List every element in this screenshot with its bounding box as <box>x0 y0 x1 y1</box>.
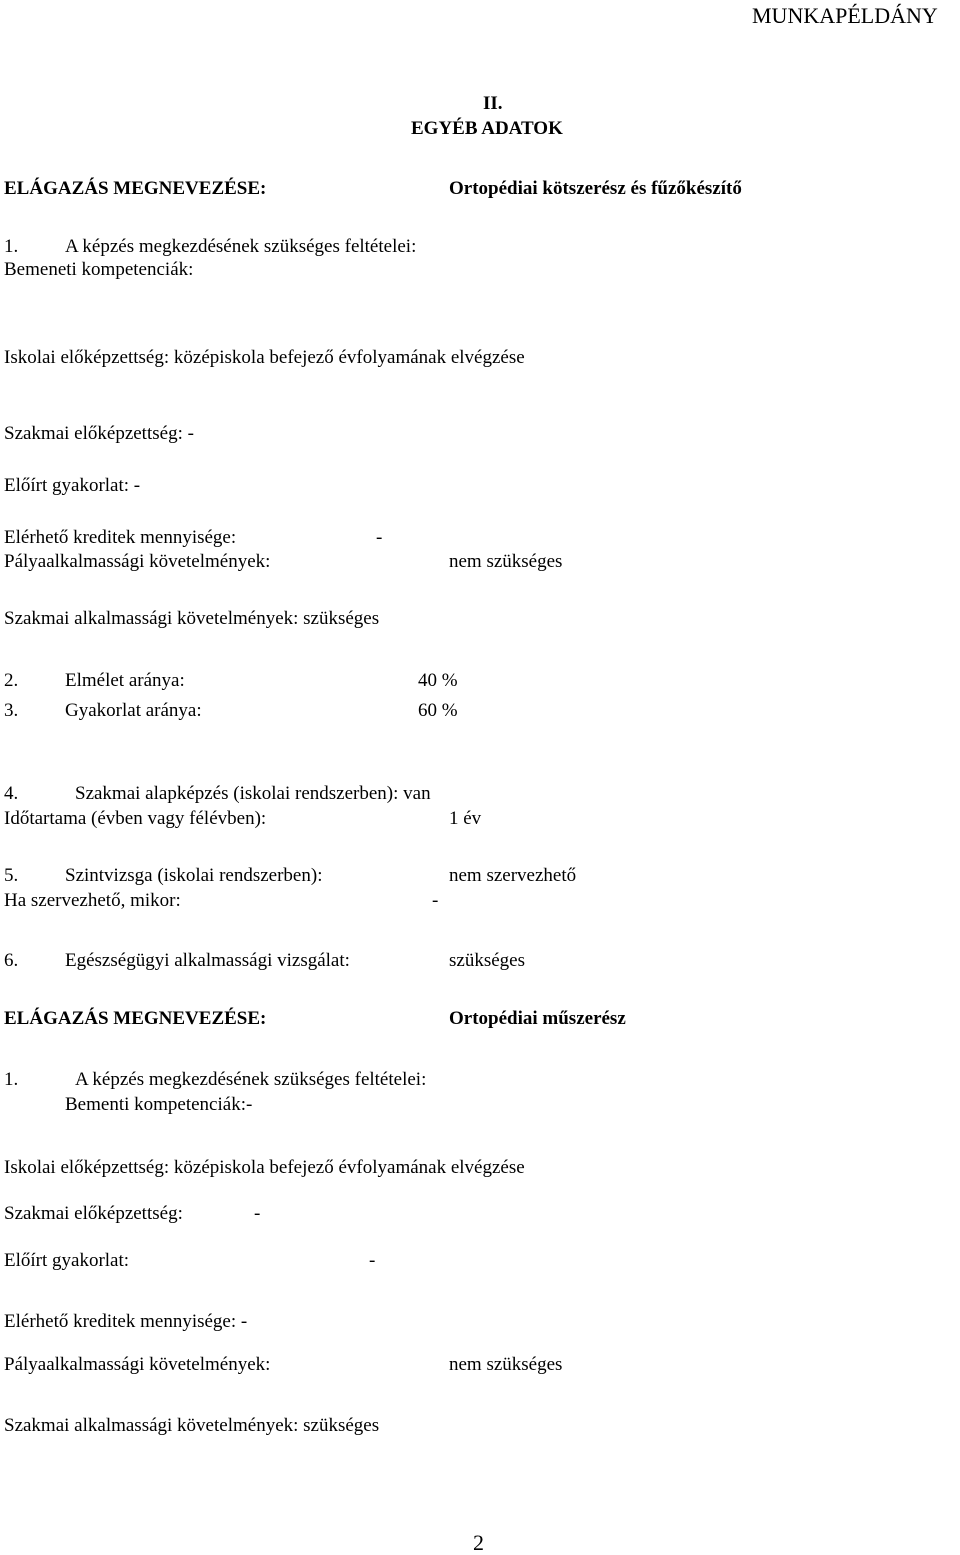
branch2-professional-fitness: Szakmai alkalmassági követelmények: szükséges <box>4 1415 380 1436</box>
branch1-s4-number: 4. <box>4 783 19 804</box>
branch2-s1-number: 1. <box>4 1069 19 1090</box>
branch2-required-practice-value: - <box>369 1250 376 1271</box>
branch1-duration-label: Időtartama (évben vagy félévben): <box>4 808 267 829</box>
branch2-s1-text: A képzés megkezdésének szükséges feltételei: <box>75 1069 427 1090</box>
branch1-s6-number: 6. <box>4 950 19 971</box>
section-roman-numeral: II. <box>483 93 503 114</box>
branch1-credits-label: Elérhető kreditek mennyisége: <box>4 527 237 548</box>
branch1-level-exam-label: Szintvizsga (iskolai rendszerben): <box>65 865 323 886</box>
work-copy-stamp: MUNKAPÉLDÁNY <box>752 3 938 28</box>
branch1-professional-education: Szakmai előképzettség: - <box>4 423 194 444</box>
branch1-level-exam-value: nem szervezhető <box>449 865 577 886</box>
branch1-theory-value: 40 % <box>418 670 458 691</box>
branch1-s3-number: 3. <box>4 700 19 721</box>
branch2-label: ELÁGAZÁS MEGNEVEZÉSE: <box>4 1008 267 1029</box>
branch1-career-label: Pályaalkalmassági követelmények: <box>4 551 271 572</box>
branch1-health-check-value: szükséges <box>449 950 525 971</box>
branch2-career-label: Pályaalkalmassági követelmények: <box>4 1354 271 1375</box>
branch1-entry-competencies: Bemeneti kompetenciák: <box>4 259 194 280</box>
branch2-credits: Elérhető kreditek mennyisége: - <box>4 1311 248 1332</box>
branch1-basic-training: Szakmai alapképzés (iskolai rendszerben): van <box>75 783 431 804</box>
branch1-theory-label: Elmélet aránya: <box>65 670 185 691</box>
branch1-when-label: Ha szervezhető, mikor: <box>4 890 181 911</box>
branch1-required-practice: Előírt gyakorlat: - <box>4 475 141 496</box>
branch2-entry-competencies: Bementi kompetenciák:- <box>65 1094 253 1115</box>
branch2-career-value: nem szükséges <box>449 1354 563 1375</box>
branch1-s2-number: 2. <box>4 670 19 691</box>
branch1-duration-value: 1 év <box>449 808 482 829</box>
branch1-name: Ortopédiai kötszerész és fűzőkészítő <box>449 178 742 199</box>
branch1-professional-fitness: Szakmai alkalmassági követelmények: szükséges <box>4 608 380 629</box>
branch1-label: ELÁGAZÁS MEGNEVEZÉSE: <box>4 178 267 199</box>
branch1-s1-number: 1. <box>4 236 19 257</box>
branch1-when-value: - <box>432 890 439 911</box>
section-title: EGYÉB ADATOK <box>411 118 563 139</box>
branch2-school-education: Iskolai előképzettség: középiskola befejező évfolyamának elvégzése <box>4 1157 525 1178</box>
branch1-s5-number: 5. <box>4 865 19 886</box>
branch1-career-value: nem szükséges <box>449 551 563 572</box>
branch2-required-practice-label: Előírt gyakorlat: <box>4 1250 130 1271</box>
branch1-health-check-label: Egészségügyi alkalmassági vizsgálat: <box>65 950 350 971</box>
branch2-professional-education-label: Szakmai előképzettség: <box>4 1203 183 1224</box>
branch1-credits-value: - <box>376 527 383 548</box>
branch1-practice-ratio-label: Gyakorlat aránya: <box>65 700 202 721</box>
page-number: 2 <box>473 1530 484 1555</box>
branch1-practice-ratio-value: 60 % <box>418 700 458 721</box>
branch2-name: Ortopédiai műszerész <box>449 1008 626 1029</box>
branch2-professional-education-value: - <box>254 1203 261 1224</box>
branch1-school-education: Iskolai előképzettség: középiskola befejező évfolyamának elvégzése <box>4 347 525 368</box>
branch1-s1-text: A képzés megkezdésének szükséges feltételei: <box>65 236 417 257</box>
